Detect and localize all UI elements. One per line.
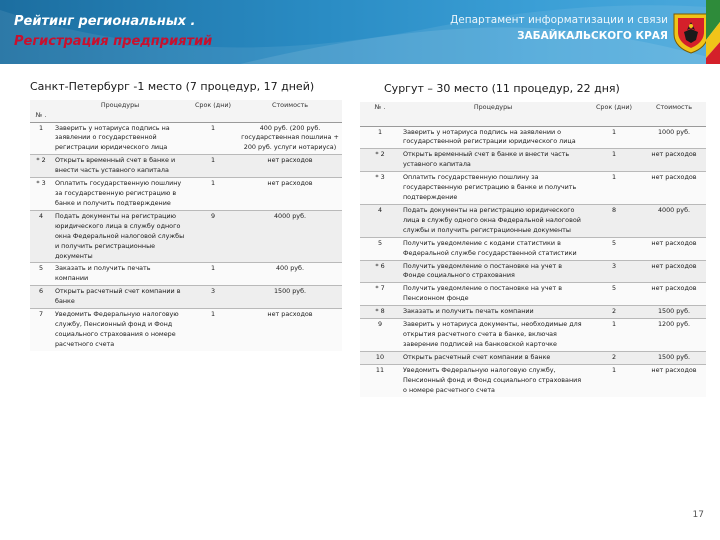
row-procedure: Открыть временный счет в банке и внести часть уставного капитала [403, 150, 570, 169]
right-procedures-table [360, 102, 706, 397]
table-header-row [360, 102, 706, 126]
table-row [30, 263, 342, 286]
table-row [360, 319, 706, 352]
row-cost: нет расходов [267, 310, 313, 319]
row-cost: нет расходов [651, 284, 697, 293]
row-cost: нет расходов [651, 365, 697, 374]
row-cost: нет расходов [267, 156, 313, 165]
row-procedure: Подать документы на регистрацию юридического лица в службу одного окна Федеральной налоговой службы и получить регистрационные документы [403, 205, 581, 234]
row-num: * 8 [375, 307, 385, 316]
row-duration: 5 [611, 284, 617, 293]
row-num: * 3 [36, 179, 46, 188]
table-row [30, 210, 342, 263]
row-duration: 1 [611, 150, 617, 159]
table-row [360, 204, 706, 237]
row-num: 6 [38, 287, 44, 296]
row-procedure: Получить уведомление о постановке на учет в Пенсионном фонде [403, 284, 562, 303]
row-duration: 3 [611, 261, 617, 270]
table-row [360, 149, 706, 172]
row-procedure: Открыть расчетный счет компании в банке [55, 287, 181, 306]
table-row [360, 306, 706, 319]
row-duration: 3 [210, 287, 216, 296]
row-cost: 400 руб. (200 руб. государственная пошлина + 200 руб. услуги нотариуса) [241, 123, 339, 152]
row-duration: 9 [210, 211, 216, 220]
table-row [360, 237, 706, 260]
flag-stripe-decoration [706, 0, 720, 64]
table-row [360, 260, 706, 283]
row-procedure: Заверить у нотариуса документы, необходимые для открытия расчетного счета в банке, включая заверение подписей на банковской карточке [403, 320, 582, 349]
row-duration: 1 [210, 123, 216, 132]
row-num: 9 [377, 320, 383, 329]
row-duration: 1 [611, 365, 617, 374]
row-procedure: Получить уведомление о постановке на учет в Фонде социального страхования [403, 261, 562, 280]
row-cost: 4000 руб. [657, 205, 691, 214]
row-num: 5 [38, 264, 44, 273]
row-procedure: Оплатить государственную пошлину за государственную регистрацию в банке и получить подтверждение [55, 179, 182, 207]
right-section-title: Сургут – 30 место (11 процедур, 22 дня) [384, 82, 620, 95]
row-cost: нет расходов [651, 261, 697, 270]
table-row [360, 283, 706, 306]
column-header-duration: Срок (дни) [595, 103, 633, 111]
row-duration: 1 [210, 156, 216, 165]
row-cost: 1500 руб. [657, 307, 691, 316]
row-cost: 4000 руб. [273, 211, 307, 220]
table-row [30, 309, 342, 351]
row-num: 10 [375, 352, 385, 361]
row-num: * 2 [375, 150, 385, 159]
row-num: 1 [377, 127, 383, 136]
row-duration: 1 [210, 310, 216, 319]
row-num: * 7 [375, 284, 385, 293]
column-header-procedure: Процедуры [100, 101, 140, 109]
column-header-num: № . [374, 103, 386, 111]
row-duration: 2 [611, 352, 617, 361]
row-cost: 1000 руб. [657, 127, 691, 136]
row-procedure: Заказать и получить печать компании [55, 264, 151, 283]
left-procedures-table [30, 100, 342, 351]
department-name-line1: Департамент информатизации и связи [450, 14, 668, 26]
row-procedure: Подать документы на регистрацию юридического лица в службу одного окна Федеральной налоговой службы и получить регистрационные документы [55, 211, 185, 260]
row-procedure: Заверить у нотариуса подпись на заявлении о государственной регистрации юридического лица [55, 123, 170, 152]
row-cost: 400 руб. [275, 264, 305, 273]
row-duration: 1 [611, 320, 617, 329]
column-header-cost: Стоимость [272, 101, 308, 109]
row-cost: нет расходов [651, 238, 697, 247]
row-num: 5 [377, 238, 383, 247]
table-row [360, 172, 706, 205]
row-procedure: Уведомить Федеральную налоговую службу, Пенсионный фонд и Фонд социального страхования о номере расчетного счета [403, 365, 582, 394]
column-header-cost: Стоимость [656, 103, 692, 111]
row-duration: 1 [210, 264, 216, 273]
slide-title-line1: Рейтинг региональных . [14, 14, 196, 29]
row-num: * 6 [375, 261, 385, 270]
row-duration: 2 [611, 307, 617, 316]
row-procedure: Заверить у нотариуса подпись на заявлении о государственной регистрации юридического лица [403, 127, 576, 146]
column-header-num: № . [35, 110, 47, 119]
table-row [360, 364, 706, 396]
table-row [30, 122, 342, 155]
header-banner [0, 0, 720, 64]
row-num: 4 [377, 205, 383, 214]
table-row [360, 126, 706, 149]
department-name-line2: ЗАБАЙКАЛЬСКОГО КРАЯ [517, 30, 668, 42]
row-num: * 2 [36, 156, 46, 165]
row-procedure: Заказать и получить печать компании [403, 307, 534, 316]
left-section-title: Санкт-Петербург -1 место (7 процедур, 17 дней) [30, 80, 315, 93]
row-num: 11 [375, 365, 385, 374]
row-procedure: Открыть временный счет в банке и внести часть уставного капитала [55, 156, 176, 175]
column-header-duration: Срок (дни) [194, 101, 232, 109]
table-row [30, 286, 342, 309]
page-number: 17 [692, 510, 704, 520]
table-row [30, 155, 342, 178]
table-header-row [30, 100, 342, 122]
row-num: * 3 [375, 173, 385, 182]
row-num: 7 [38, 310, 44, 319]
column-header-procedure: Процедуры [473, 103, 513, 111]
row-cost: 1200 руб. [657, 320, 691, 329]
row-procedure: Оплатить государственную пошлину за государственную регистрацию в банке и получить подтверждение [403, 173, 577, 202]
row-cost: 1500 руб. [273, 287, 307, 296]
table-row [360, 351, 706, 364]
row-procedure: Открыть расчетный счет компании в банке [403, 352, 551, 361]
row-cost: нет расходов [267, 179, 313, 188]
row-cost: 1500 руб. [657, 352, 691, 361]
row-num: 4 [38, 211, 44, 220]
row-duration: 1 [611, 173, 617, 182]
row-duration: 1 [210, 179, 216, 188]
row-num: 1 [38, 123, 44, 132]
row-cost: нет расходов [651, 150, 697, 159]
row-procedure: Получить уведомление с кодами статистики в Федеральной службе государственной статистики [403, 238, 577, 257]
table-row [30, 178, 342, 211]
row-cost: нет расходов [651, 173, 697, 182]
slide-title-line2: Регистрация предприятий [14, 34, 213, 49]
row-duration: 5 [611, 238, 617, 247]
row-duration: 8 [611, 205, 617, 214]
row-duration: 1 [611, 127, 617, 136]
row-procedure: Уведомить Федеральную налоговую службу, Пенсионный фонд и Фонд социального страхования о номере расчетного счета [55, 310, 179, 348]
